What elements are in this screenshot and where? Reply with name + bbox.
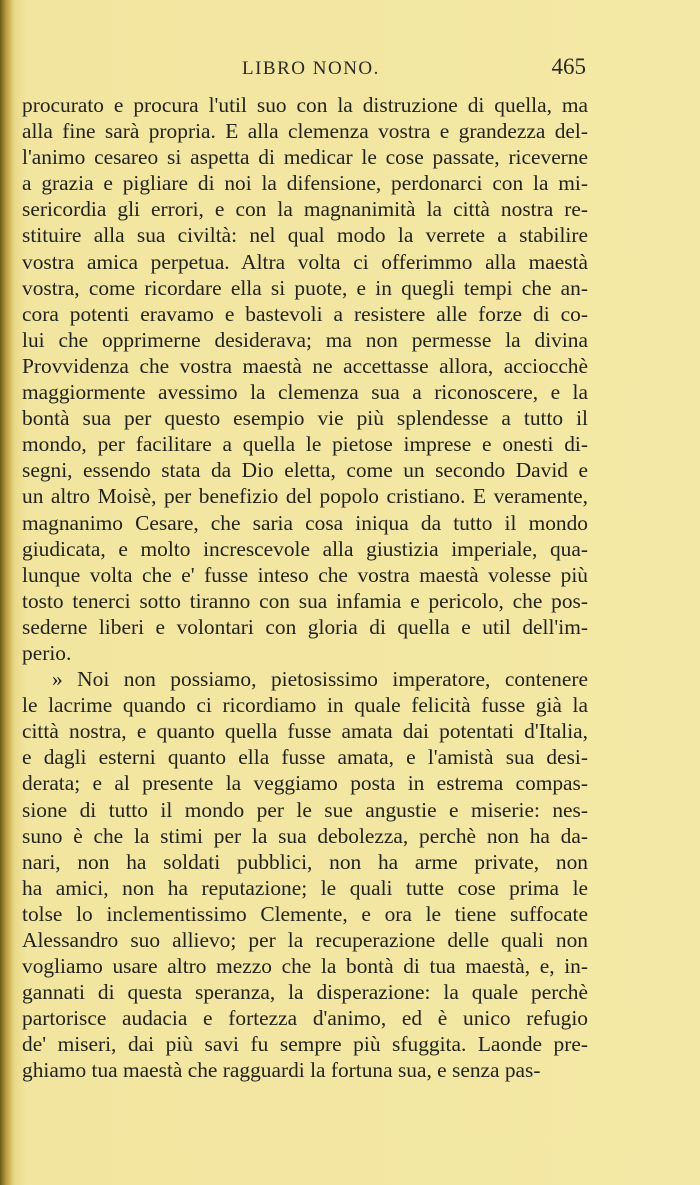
page-header	[22, 52, 592, 86]
text-line: maggiormente avessimo la clemenza sua a riconoscere, e la	[22, 380, 588, 405]
text-line: procurato e procura l'util suo con la distruzione di quella, ma	[22, 93, 588, 117]
text-line: lui che opprimerne desiderava; ma non permesse la divina	[22, 327, 588, 352]
text-line: vogliamo usare altro mezzo che la bontà di tua maestà, e, in-	[22, 954, 588, 979]
text-line: ghiamo tua maestà che ragguardi la fortuna sua, e senza pas-	[22, 1058, 541, 1083]
text-line: sione di tutto il mondo per le sue angustie e miserie: nes-	[22, 797, 588, 822]
text-line: bontà sua per questo esempio vie più splendesse a tutto il	[22, 406, 588, 431]
paragraph	[22, 666, 588, 1084]
text-line: Alessandro suo allievo; per la recuperazione delle quali non	[22, 928, 588, 952]
text-line: ha amici, non ha reputazione; le quali tutte cose prima le	[22, 875, 588, 900]
text-line: le lacrime quando ci ricordiamo in quale felicità fusse già la	[22, 693, 588, 718]
text-line: vostra, come ricordare ella si puote, e in quegli tempi che an-	[22, 275, 588, 300]
paragraph	[22, 92, 588, 666]
page-number: 465	[551, 54, 586, 79]
text-line: a grazia e pigliare di noi la difensione, perdonarci con la mi-	[22, 171, 588, 196]
text-line: giudicata, e molto increscevole alla giustizia imperiale, qua-	[22, 536, 588, 561]
text-line: mondo, per facilitare a quella le pietose imprese e onesti di-	[22, 432, 588, 457]
text-line: partorisce audacia e fortezza d'animo, ed è unico refugio	[22, 1006, 588, 1031]
text-line: e dagli esterni quanto ella fusse amata, e l'amistà sua desi-	[22, 745, 588, 770]
text-line: suno è che la stimi per la sua debolezza, perchè non ha da-	[22, 823, 588, 848]
running-head: LIBRO NONO.	[242, 58, 380, 79]
text-line: lunque volta che e' fusse inteso che vostra maestà volesse più	[22, 562, 588, 587]
text-line: magnanimo Cesare, che saria cosa iniqua da tutto il mondo	[22, 510, 588, 535]
text-line: segni, essendo stata da Dio eletta, come un secondo David e	[22, 458, 588, 483]
text-line: » Noi non possiamo, pietosissimo imperatore, contenere	[52, 667, 588, 692]
text-line: tosto tenerci sotto tiranno con sua infamia e pericolo, che pos-	[22, 588, 588, 613]
text-line: un altro Moisè, per benefizio del popolo cristiano. E veramente,	[22, 484, 588, 509]
text-line: stituire alla sua civiltà: nel qual modo la verrete a stabilire	[22, 223, 588, 248]
text-line: gannati di questa speranza, la disperazione: la quale perchè	[22, 980, 588, 1005]
text-line: cora potenti eravamo e bastevoli a resistere alle forze di co-	[22, 301, 588, 326]
text-line: de' miseri, dai più savi fu sempre più sfuggita. Laonde pre-	[22, 1032, 588, 1057]
text-line: sederne liberi e volontari con gloria di quella e util dell'im-	[22, 614, 588, 639]
text-line: città nostra, e quanto quella fusse amata dai potentati d'Italia,	[22, 719, 588, 744]
text-line: sericordia gli errori, e con la magnanimità la città nostra re-	[22, 197, 588, 222]
text-line: Provvidenza che vostra maestà ne accettasse allora, acciocchè	[22, 353, 588, 378]
text-line: l'animo cesareo si aspetta di medicar le cose passate, riceverne	[22, 145, 588, 170]
text-line: vostra amica perpetua. Altra volta ci offerimmo alla maestà	[22, 249, 588, 274]
text-line: derata; e al presente la veggiamo posta in estrema compas-	[22, 771, 588, 796]
text-line: nari, non ha soldati pubblici, non ha arme private, non	[22, 849, 588, 874]
text-line: tolse lo inclementissimo Clemente, e ora le tiene suffocate	[22, 901, 588, 926]
text-line: alla fine sarà propria. E alla clemenza vostra e grandezza del-	[22, 119, 588, 144]
text-line: perio.	[22, 640, 72, 665]
body-text	[22, 92, 588, 1084]
